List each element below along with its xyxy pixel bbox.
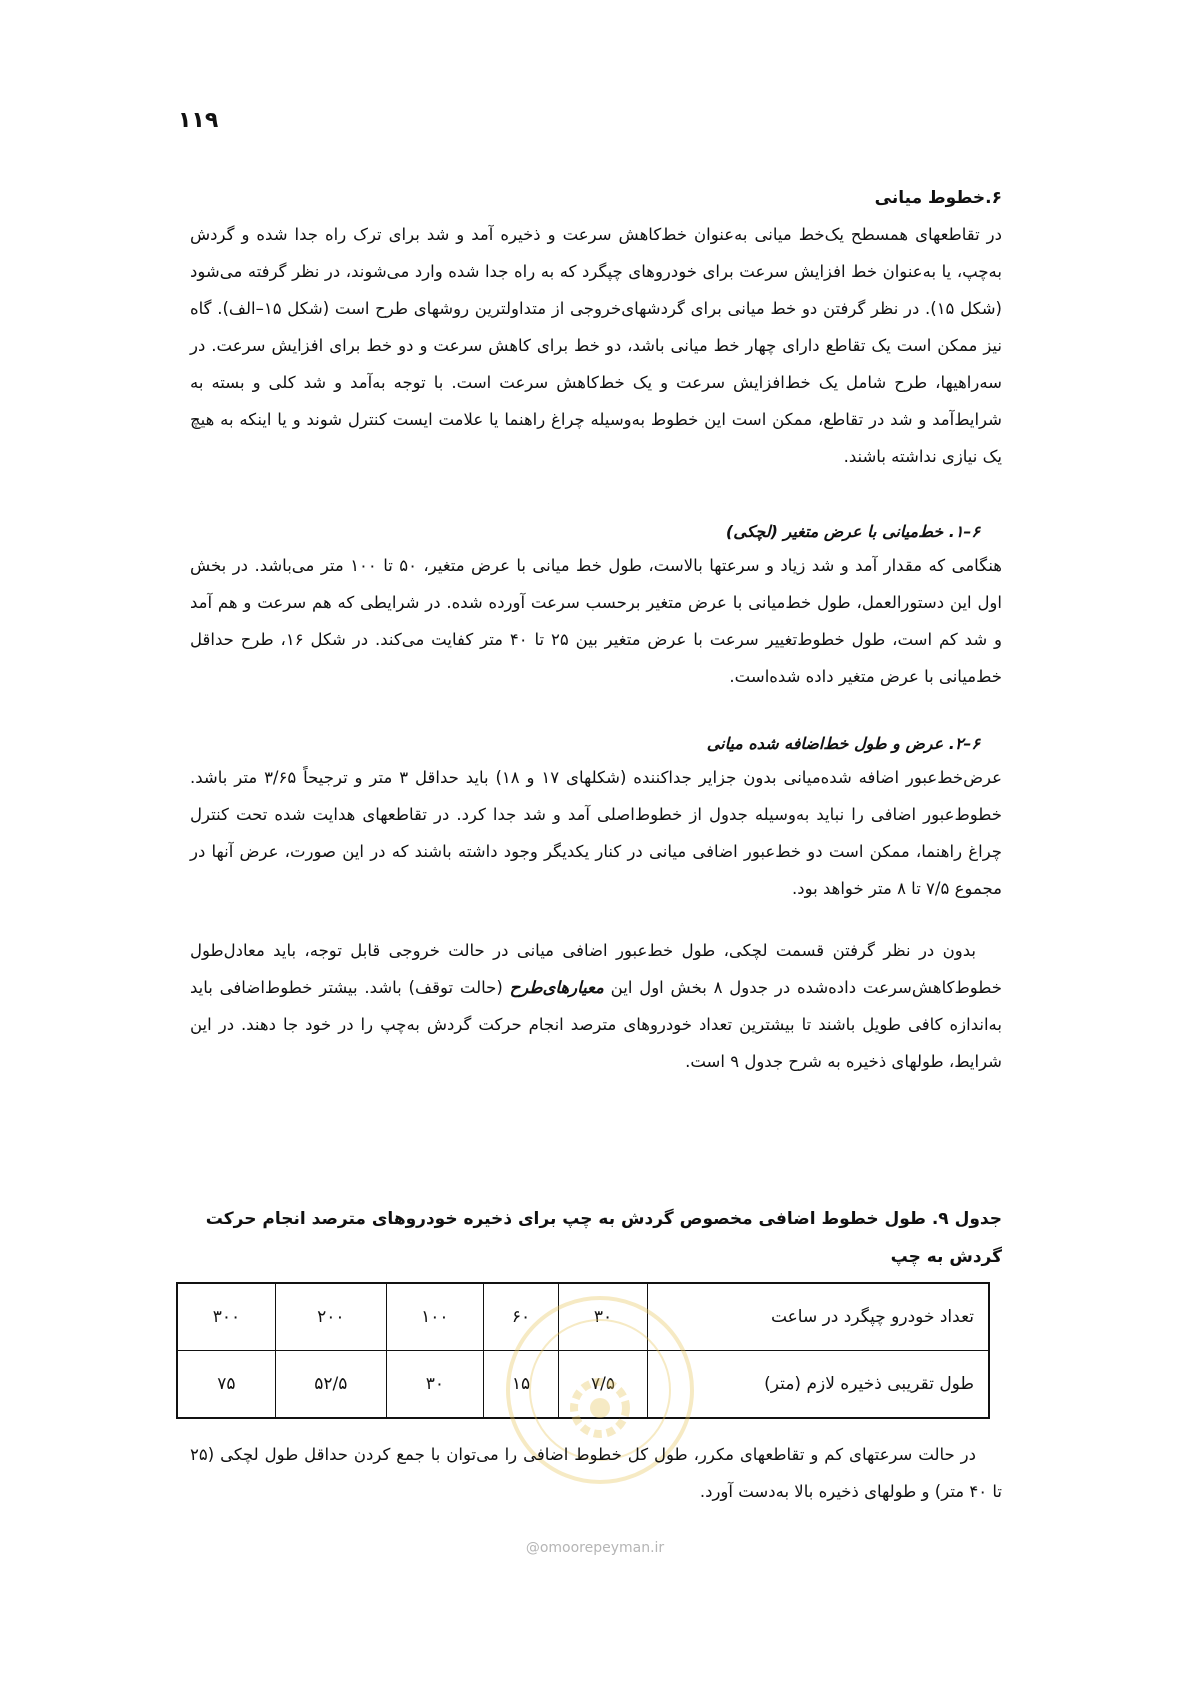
section-6-heading: ۶.خطوط میانی bbox=[874, 188, 1002, 208]
length-paragraph-start: بدون در نظر گرفتن قسمت لچکی، طول خط‌عبور اضافی میانی در حالت خروجی قابل توجه، باید معادل‌طول خطوط‌کاهش‌سرعت داده‌شده در جدول ۸ بخش اول این bbox=[190, 941, 1003, 997]
closing-section bbox=[190, 1436, 1002, 1510]
row-label: طول تقریبی ذخیره لازم (متر) bbox=[648, 1351, 990, 1419]
table-cell: ۶۰ bbox=[483, 1283, 558, 1351]
length-section bbox=[190, 932, 1002, 1080]
section-6-2-paragraph: عرض‌خط‌عبور اضافه شده‌میانی بدون جزایر جداکننده (شکلهای ۱۷ و ۱۸) باید حداقل ۳ متر و ترجیحاً ۳/۶۵ متر باشد. خطوط‌عبور اضافی را نباید به‌وسیله جدول از خطوط‌اصلی آمد و شد جدا کرد. در تقاطعهای هدایت شده تحت کنترل چراغ راهنما، ممکن است دو خط‌عبور اضافی میانی در کنار یکدیگر وجود داشته باشند که در این صورت، عرض آنها در مجموع ۷/۵ تا ۸ متر خواهد بود. bbox=[190, 768, 1002, 898]
section-6-paragraph: در تقاطعهای همسطح یک‌خط میانی به‌عنوان خط‌کاهش سرعت و ذخیره آمد و شد برای ترک راه جدا شده و گردش به‌چپ، یا به‌عنوان خط افزایش سرعت برای خودروهای چپگرد که به راه جدا شده وارد می‌شوند، در نظر گرفته می‌شود (شکل ۱۵). در نظر گرفتن دو خط میانی برای گردشهای‌خروجی از متداولترین روشهای طرح است (شکل ۱۵–الف). گاه نیز ممکن است یک تقاطع دارای چهار خط میانی باشد، دو خط برای کاهش سرعت و دو خط برای افزایش سرعت. در سه‌راهیها، طرح شامل یک خط‌افزایش سرعت و یک خط‌کاهش سرعت است. با توجه به‌آمد و شد کلی و بسته به شرایط‌آمد و شد در تقاطع، ممکن است این خطوط به‌وسیله چراغ راهنما یا علامت ایست کنترل شوند و یا اینکه به هیچ یک نیازی نداشته باشند. bbox=[190, 225, 1002, 466]
table-cell: ۲۰۰ bbox=[275, 1283, 386, 1351]
table-cell: ۱۰۰ bbox=[386, 1283, 483, 1351]
section-6-1 bbox=[190, 522, 1002, 695]
section-6-2 bbox=[190, 734, 1002, 907]
length-paragraph-end: (حالت توقف) باشد. بیشتر خطوط‌اضافی باید به‌اندازه کافی طویل باشند تا بیشترین تعداد خودروهای مترصد انجام حرکت گردش به‌چپ را در خود جا دهند. در این شرایط، طولهای ذخیره به شرح جدول ۹ است. bbox=[190, 978, 1002, 1071]
table-cell: ۷/۵ bbox=[559, 1351, 648, 1419]
closing-paragraph: در حالت سرعتهای کم و تقاطعهای مکرر، طول کل خطوط اضافی را می‌توان با جمع کردن حداقل طول لچکی (۲۵ تا ۴۰ متر) و طولهای ذخیره بالا به‌دست آورد. bbox=[190, 1445, 1002, 1501]
table-9-caption: جدول ۹. طول خطوط اضافی مخصوص گردش به چپ برای ذخیره خودروهای مترصد انجام حرکت گردش به چپ bbox=[205, 1209, 1002, 1267]
section-6-1-heading: ۶–۱. خط‌میانی با عرض متغیر (لچکی) bbox=[725, 522, 980, 541]
watermark-url: @omoorepeyman.ir bbox=[525, 1540, 665, 1556]
length-paragraph bbox=[190, 932, 1002, 1080]
table-cell: ۱۵ bbox=[483, 1351, 558, 1419]
table-cell: ۳۰ bbox=[559, 1283, 648, 1351]
section-6-1-paragraph: هنگامی که مقدار آمد و شد زیاد و سرعتها بالاست، طول خط میانی با عرض متغیر، ۵۰ تا ۱۰۰ متر می‌باشد. در بخش اول این دستورالعمل، طول خط‌میانی با عرض متغیر برحسب سرعت آورده شده. در شرایطی که هم سرعت و هم آمد و شد کم است، طول خطوط‌تغییر سرعت با عرض متغیر بین ۲۵ تا ۴۰ متر کفایت می‌کند. در شکل ۱۶، طرح حداقل خط‌میانی با عرض متغیر داده شده‌است. bbox=[190, 556, 1003, 686]
section-6-2-heading: ۶–۲. عرض و طول خط‌اضافه شده میانی bbox=[706, 734, 980, 753]
table-cell: ۵۲/۵ bbox=[275, 1351, 386, 1419]
page-number: ۱۱۹ bbox=[178, 108, 219, 133]
section-6 bbox=[190, 188, 1002, 475]
row-label: تعداد خودرو چپگرد در ساعت bbox=[648, 1283, 990, 1351]
table-cell: ۳۰ bbox=[386, 1351, 483, 1419]
design-criteria-emphasis: معیارهای‌طرح bbox=[509, 978, 604, 997]
table-cell: ۷۵ bbox=[177, 1351, 275, 1419]
table-cell: ۳۰۰ bbox=[177, 1283, 275, 1351]
